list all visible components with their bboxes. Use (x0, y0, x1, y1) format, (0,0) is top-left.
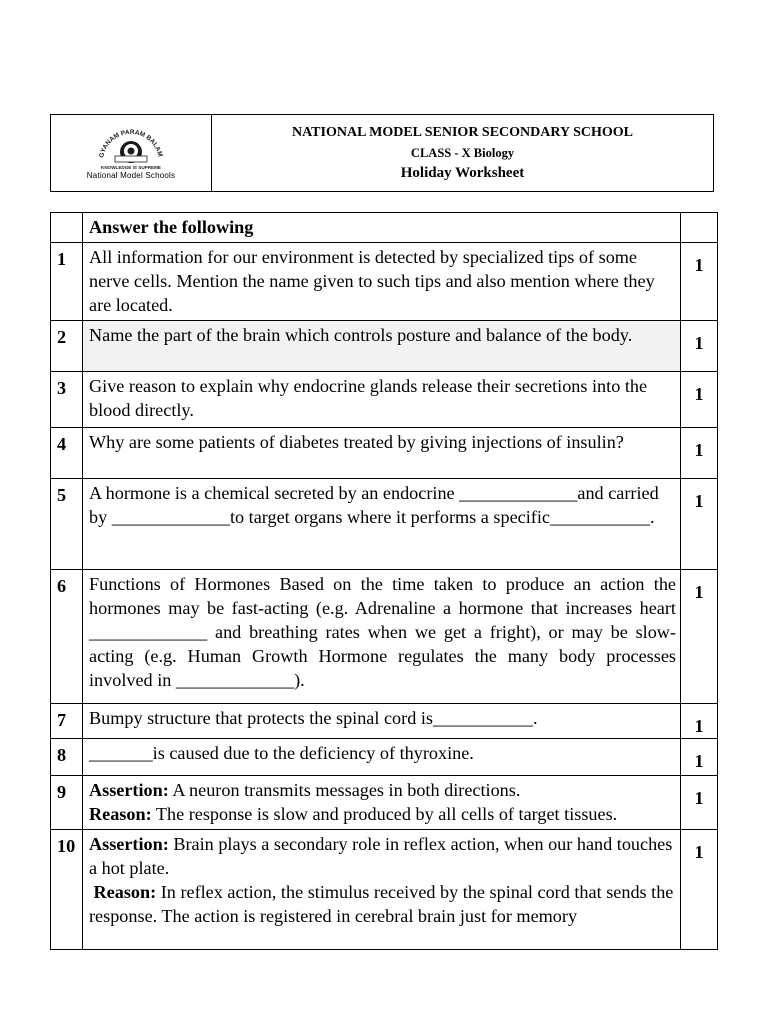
table-row (51, 570, 718, 704)
question-text (83, 776, 681, 830)
reason-text: The response is slow and produced by all cells of target tissues. (151, 804, 618, 824)
svg-text:KNOWLEDGE IS SUPREME: KNOWLEDGE IS SUPREME (101, 165, 161, 170)
heading-num-cell (51, 213, 83, 243)
questions-table (50, 212, 718, 950)
question-marks: 1 (681, 570, 718, 704)
question-number: 3 (51, 372, 83, 428)
question-marks: 1 (681, 704, 718, 739)
question-text: A hormone is a chemical secreted by an endocrine _____________and carried by _____________to target organs where it performs a specific___________. (83, 479, 681, 570)
table-heading: Answer the following (83, 213, 681, 243)
school-logo (51, 115, 212, 191)
table-heading-row (51, 213, 718, 243)
logo-caption: National Model Schools (86, 171, 176, 180)
table-row (51, 243, 718, 321)
table-row (51, 739, 718, 776)
worksheet-header (50, 114, 714, 192)
table-row (51, 830, 718, 950)
worksheet-title: Holiday Worksheet (400, 164, 525, 181)
table-row (51, 428, 718, 479)
heading-marks-cell (681, 213, 718, 243)
school-name: NATIONAL MODEL SENIOR SECONDARY SCHOOL (291, 124, 633, 140)
question-marks: 1 (681, 776, 718, 830)
question-text: Name the part of the brain which controls posture and balance of the body. (83, 321, 681, 372)
assertion-text: Brain plays a secondary role in reflex action, when our hand touches a hot plate. (89, 834, 673, 878)
question-number: 9 (51, 776, 83, 830)
question-number: 4 (51, 428, 83, 479)
question-marks: 1 (681, 428, 718, 479)
question-text: _______is caused due to the deficiency of thyroxine. (83, 739, 681, 776)
table-row (51, 321, 718, 372)
class-subject: CLASS - X Biology (410, 145, 515, 160)
assertion-label: Assertion: (89, 834, 169, 854)
question-number: 5 (51, 479, 83, 570)
question-marks: 1 (681, 372, 718, 428)
header-title-block (212, 115, 713, 191)
reason-text: In reflex action, the stimulus received by the spinal cord that sends the response. The action is registered in cerebral brain just for memory (89, 882, 674, 926)
question-marks: 1 (681, 739, 718, 776)
table-row (51, 372, 718, 428)
question-number: 10 (51, 830, 83, 950)
question-text: Give reason to explain why endocrine glands release their secretions into the blood directly. (83, 372, 681, 428)
question-marks: 1 (681, 243, 718, 321)
question-text: All information for our environment is detected by specialized tips of some nerve cells. Mention the name given to such tips and also mention where they are located. (83, 243, 681, 321)
question-number: 1 (51, 243, 83, 321)
assertion-text: A neuron transmits messages in both directions. (168, 780, 521, 800)
reason-label: Reason: (89, 804, 152, 824)
question-text (83, 830, 681, 950)
table-row (51, 704, 718, 739)
question-number: 8 (51, 739, 83, 776)
question-text: Functions of Hormones Based on the time taken to produce an action the hormones may be fast-acting (e.g. Adrenaline a hormone that increases heart _____________ and breathing rates when we get a fright), or may be slow-acting (e.g. Human Growth Hormone regulates the many body processes involved in _____________). (83, 570, 681, 704)
assertion-label: Assertion: (89, 780, 169, 800)
question-marks: 1 (681, 830, 718, 950)
question-number: 7 (51, 704, 83, 739)
question-number: 2 (51, 321, 83, 372)
table-row (51, 776, 718, 830)
question-marks: 1 (681, 321, 718, 372)
school-emblem-icon (89, 126, 173, 170)
svg-text:GYANAM PARAM BALAM: GYANAM PARAM BALAM (98, 128, 164, 159)
question-marks: 1 (681, 479, 718, 570)
reason-label: Reason: (93, 882, 157, 902)
question-text: Bumpy structure that protects the spinal cord is___________. (83, 704, 681, 739)
question-text: Why are some patients of diabetes treated by giving injections of insulin? (83, 428, 681, 479)
question-number: 6 (51, 570, 83, 704)
table-row (51, 479, 718, 570)
